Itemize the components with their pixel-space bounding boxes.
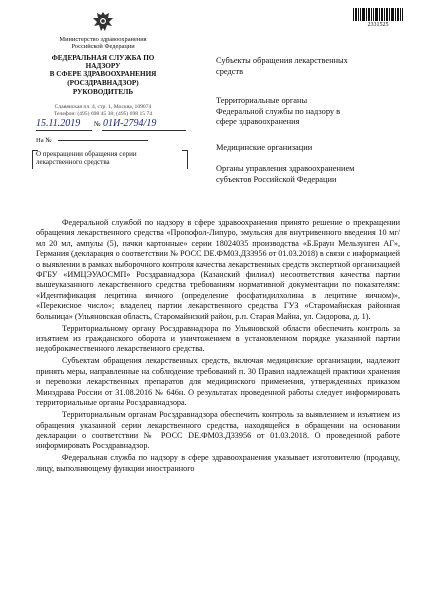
ministry-name: Министерство здравоохранения Российской Федерации — [59, 36, 147, 51]
recipient-3: Медицинские организации — [216, 143, 313, 152]
head-title: РУКОВОДИТЕЛЬ — [72, 88, 134, 96]
body-paragraph: Территориальному органу Росздравнадзора по Ульяновской области обеспечить контроль за изъятием из гражданского оборота и уничтожением в установленном порядке указанной партии недоброкачественного лекарственного средства. — [36, 323, 400, 354]
reference-label: На № — [36, 137, 52, 144]
date-underline — [36, 130, 92, 131]
registration-line — [36, 118, 186, 134]
body-paragraph: Субъектам обращения лекарственных средств, включая медицинские организации, надлежит принять меры, направленные на соблюдение требований п. 30 Правил надлежащей практики хранения и перевозки лекарственных препаратов для медицинского применения, утвержденных приказом Минздрава России от 31.08.2016 № 646н. О результатах проведенной работы следует информировать территориальные органы Росздравнадзора. — [36, 356, 400, 408]
reference-underline — [58, 140, 148, 141]
recipient-4: Органы управления здравоохранением субъектов Российской Федерации — [216, 164, 355, 184]
subject-line: О прекращении обращения серии лекарственного средства — [36, 150, 137, 167]
body-paragraph: Федеральной службой по надзору в сфере здравоохранения принято решение о прекращении обращения лекарственного средства «Пропофол-Липуро, эмульсия для внутривенного введения 10 мг/мл 20 мл, ампулы (5), пачки картонные» серии 18024035 производства «Б.Браун Мельзунген АГ», Германия (декларация о соответствии № РОСС DE.ФМ03.Д33956 от 01.03.2018) в связи с информацией о выявлении в рамках выборочного контроля качества лекарственных средств экспертной организацией ФГБУ «ИМЦЭУАОСМП» Росздравнадзора (Казанский филиал) несоответствия качества партии вышеуказанного лекарственного средства требованиям нормативной документации по показателям: «Идентификация лецитина яичного (определение фосфатидилхолина в лецитине яичном)», «Перекисное число»; владелец партии лекарственного средства ГУЗ «Старомайнская районная больница» (Ульяновская область, Старомайнский район, р.п. Старая Майна, ул. Сидорова, д. 1). — [36, 218, 400, 321]
letter-body — [36, 218, 400, 476]
coat-of-arms-icon — [92, 10, 114, 34]
service-name: ФЕДЕРАЛЬНАЯ СЛУЖБА ПО НАДЗОРУ В СФЕРЕ ЗДРАВООХРАНЕНИЯ (РОСЗДРАВНАДЗОР) — [49, 54, 157, 87]
body-paragraph: Федеральная служба по надзору в сфере здравоохранения указывает изготовителю (продавцу, лицу, выполняющему функции иностранного — [36, 453, 400, 473]
recipient-2: Территориальные органы Федеральной службы по надзору в сфере здравоохранения — [216, 96, 341, 127]
subject-bracket-right — [182, 150, 188, 169]
barcode-number: 2331525 — [367, 22, 389, 28]
barcode — [353, 8, 403, 21]
registration-date: 15.11.2019 — [36, 118, 81, 129]
registration-number: 01И-2794/19 — [103, 118, 157, 129]
number-underline — [102, 130, 186, 131]
address: Славянская пл. 4, стр. 1, Москва, 109074 Телефон: (495) 698 45 38; (495) 698 15 74 — [53, 104, 153, 117]
body-paragraph: Территориальным органам Росздравнадзора обеспечить контроль за выявлением и изъятием из обращения указанной серии лекарственного средства, находящейся в обращении на основании декларации о соответствии № РОСС DE.ФМ03.Д33956 от 01.03.2018. О проведенной работе информировать Росздравнадзор. — [36, 410, 400, 451]
reference-line — [36, 137, 148, 144]
number-label: № — [94, 120, 101, 128]
recipient-1: Субъекты обращения лекарственных средств — [216, 56, 348, 76]
